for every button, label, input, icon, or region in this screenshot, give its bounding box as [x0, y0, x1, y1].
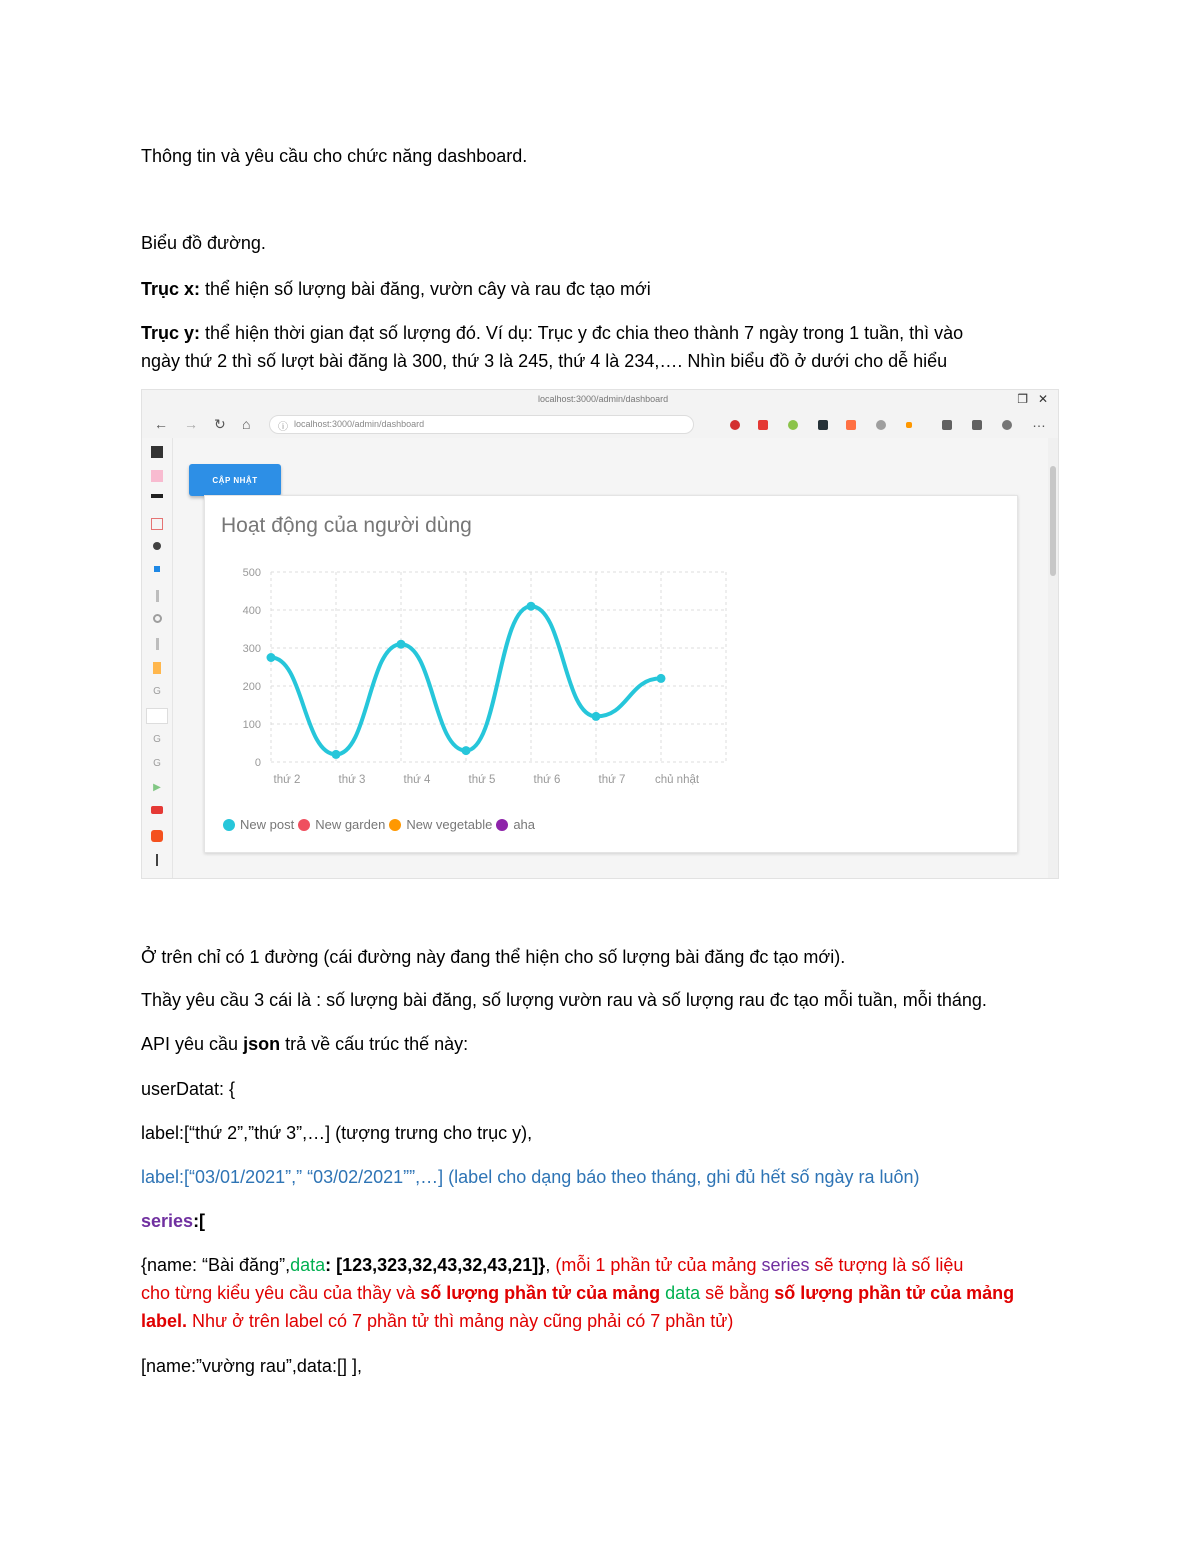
x-tick-label: thứ 3 — [338, 774, 366, 786]
browser-title: localhost:3000/admin/dashboard — [538, 394, 669, 404]
extension-orange-icon[interactable] — [846, 420, 856, 430]
profile-icon[interactable] — [1002, 420, 1012, 430]
data-point — [397, 640, 406, 649]
y-tick-label: 400 — [242, 605, 261, 617]
home-icon[interactable]: ⌂ — [242, 416, 251, 432]
sidebar-app-icon-9[interactable] — [156, 638, 159, 650]
back-icon[interactable]: ← — [154, 416, 168, 432]
legend-item[interactable] — [389, 817, 492, 832]
forward-icon[interactable]: → — [184, 416, 198, 432]
extension-green-icon[interactable] — [788, 420, 798, 430]
card-title: Hoạt động của người dùng — [221, 514, 472, 537]
x-tick-label: chủ nhật — [654, 774, 700, 786]
sidebar-youtube-icon[interactable] — [151, 806, 163, 814]
sidebar-app-icon-10[interactable] — [153, 662, 161, 674]
data-point — [592, 712, 601, 721]
api-prefix: API yêu cầu — [141, 1034, 244, 1054]
address-url: localhost:3000/admin/dashboard — [294, 419, 425, 429]
garden-item: [name:”vường rau”,data:[] ], — [141, 1356, 362, 1376]
sidebar-play-icon[interactable]: ▶ — [153, 782, 161, 793]
extension-dark-icon[interactable] — [818, 420, 828, 430]
user-data-open: userDatat: { — [141, 1079, 236, 1099]
note-series-word: series — [761, 1255, 810, 1275]
browser-navbar — [142, 412, 1058, 438]
x-tick-label: thứ 5 — [468, 774, 496, 786]
api-intro — [141, 1030, 468, 1058]
y-axis-description-line2: ngày thứ 2 thì số lượt bài đăng là 300, thứ 3 là 245, thứ 4 là 234,…. Nhìn biểu đồ ở dưới cho dễ hiểu — [141, 351, 948, 371]
update-button[interactable]: CẬP NHẬT — [189, 464, 281, 496]
sidebar-active-tab-icon[interactable] — [146, 708, 168, 724]
sidebar-orange-app-icon[interactable] — [151, 830, 163, 842]
legend-label: New post — [240, 817, 295, 832]
dashboard-screenshot — [141, 389, 1059, 879]
more-icon[interactable]: … — [1032, 414, 1046, 430]
extension-red-icon[interactable] — [758, 420, 768, 430]
api-suffix: trả về cấu trúc thế này: — [280, 1034, 469, 1054]
extension-gray-icon[interactable] — [876, 420, 886, 430]
extension-diamond-icon[interactable] — [906, 422, 912, 428]
legend-dot-icon — [496, 819, 508, 831]
sidebar-app-icon-8[interactable] — [153, 614, 162, 623]
series-item-data-key: data — [290, 1255, 326, 1275]
x-tick-label: thứ 6 — [533, 774, 561, 786]
note-red-1b: sẽ tượng là số liệu — [809, 1255, 964, 1275]
label-weekly: label:[“thứ 2”,”thứ 3”,…] (tượng trưng cho trục y), — [141, 1123, 533, 1143]
y-tick-label: 0 — [254, 757, 261, 769]
y-axis-description — [141, 319, 963, 347]
series-open — [141, 1207, 205, 1235]
y-axis-text-line1: thể hiện thời gian đạt số lượng đó. Ví dụ: Trục y đc chia theo thành 7 ngày trong 1 tuần, thì vào — [200, 323, 964, 343]
legend-dot-icon — [298, 819, 310, 831]
requirement-text: Thầy yêu cầu 3 cái là : số lượng bài đăng, số lượng vườn rau và số lượng rau đc tạo mỗi tuần, mỗi tháng. — [141, 990, 987, 1010]
note-red-3b: Như ở trên label có 7 phần tử thì mảng này cũng phải có 7 phần tử) — [187, 1311, 734, 1331]
sidebar-app-icon-7[interactable] — [156, 590, 159, 602]
reload-icon[interactable]: ↻ — [214, 416, 226, 432]
series-item-values: : [123,323,32,43,32,43,21]} — [325, 1255, 546, 1275]
series-item-comma: , — [545, 1255, 551, 1275]
note-red-2a: cho từng kiểu yêu cầu của thầy và — [141, 1283, 421, 1303]
y-axis-label: Trục y: — [141, 323, 201, 343]
x-tick-label: thứ 2 — [273, 774, 301, 786]
note-red-2d: số lượng phần tử của mảng — [774, 1283, 1015, 1303]
sidebar-app-icon-5[interactable] — [153, 542, 161, 550]
note-red-2c: sẽ bằng — [700, 1283, 775, 1303]
favorites-icon[interactable] — [942, 420, 952, 430]
sidebar-app-icon-6[interactable] — [154, 566, 160, 572]
vertical-scrollbar[interactable] — [1048, 438, 1058, 879]
note-red-2b: số lượng phần tử của mảng — [420, 1283, 666, 1303]
x-axis-label: Trục x: — [141, 279, 201, 299]
x-tick-label: thứ 4 — [403, 774, 431, 786]
x-axis-text: thể hiện số lượng bài đăng, vườn cây và rau đc tạo mới — [200, 279, 651, 299]
intro-text: Thông tin và yêu cầu cho chức năng dashboard. — [141, 146, 528, 166]
browser-sidebar — [142, 438, 173, 879]
sidebar-google-icon-2[interactable]: G — [153, 734, 161, 745]
series-item-line3 — [141, 1307, 733, 1335]
legend-item[interactable] — [298, 817, 385, 832]
sidebar-google-icon-3[interactable]: G — [153, 758, 161, 769]
scrollbar-thumb[interactable] — [1050, 466, 1056, 576]
restore-window-icon[interactable]: ❐ — [1017, 392, 1028, 406]
activity-card — [204, 495, 1018, 853]
close-window-icon[interactable]: ✕ — [1037, 392, 1048, 406]
sidebar-google-icon-1[interactable]: G — [153, 686, 161, 697]
data-point — [462, 746, 471, 755]
api-json-word: json — [243, 1034, 281, 1054]
legend-dot-icon — [223, 819, 235, 831]
series-item-line1 — [141, 1251, 963, 1279]
chart-heading: Biểu đồ đường. — [141, 233, 266, 253]
collections-icon[interactable] — [972, 420, 982, 430]
data-point — [267, 653, 276, 662]
sidebar-app-icon-2[interactable] — [151, 470, 163, 482]
y-tick-label: 100 — [242, 719, 261, 731]
y-tick-label: 500 — [242, 567, 261, 579]
data-point — [332, 750, 341, 759]
series-item-line2 — [141, 1279, 1014, 1307]
site-info-icon[interactable]: ⓘ — [278, 422, 288, 433]
one-line-note: Ở trên chỉ có 1 đường (cái đường này đang thể hiện cho số lượng bài đăng đc tạo mới). — [141, 947, 846, 967]
note-red-3a: label. — [141, 1311, 188, 1331]
note-red-1a: (mỗi 1 phần tử của mảng — [550, 1255, 762, 1275]
sidebar-app-icon-3[interactable] — [151, 494, 163, 498]
series-key: series — [141, 1211, 194, 1231]
page-content — [173, 438, 1049, 879]
data-point — [527, 602, 536, 611]
label-monthly: label:[“03/01/2021”,” “03/02/2021””,…] (label cho dạng báo theo tháng, ghi đủ hết số ngày ra luôn) — [141, 1167, 920, 1187]
x-axis-description — [141, 275, 651, 303]
legend-label: New garden — [315, 817, 386, 832]
legend-label: New vegetable — [406, 817, 493, 832]
legend-label: aha — [513, 817, 536, 832]
note-data-word: data — [665, 1283, 701, 1303]
series-bracket: :[ — [193, 1211, 206, 1231]
address-bar[interactable] — [269, 415, 694, 434]
extension-shield-icon[interactable] — [730, 420, 740, 430]
chart-legend — [223, 816, 539, 834]
sidebar-app-icon-4[interactable] — [151, 518, 163, 530]
data-point — [657, 674, 666, 683]
sidebar-divider-icon — [156, 854, 158, 866]
x-tick-label: thứ 7 — [598, 774, 626, 786]
y-tick-label: 300 — [242, 643, 261, 655]
series-item-prefix: {name: “Bài đăng”, — [141, 1255, 291, 1275]
line-chart — [205, 496, 1017, 852]
legend-dot-icon — [389, 819, 401, 831]
legend-item[interactable] — [496, 817, 535, 832]
browser-titlebar — [142, 390, 1058, 412]
sidebar-app-icon-1[interactable] — [151, 446, 163, 458]
y-tick-label: 200 — [242, 681, 261, 693]
legend-item[interactable] — [223, 817, 294, 832]
